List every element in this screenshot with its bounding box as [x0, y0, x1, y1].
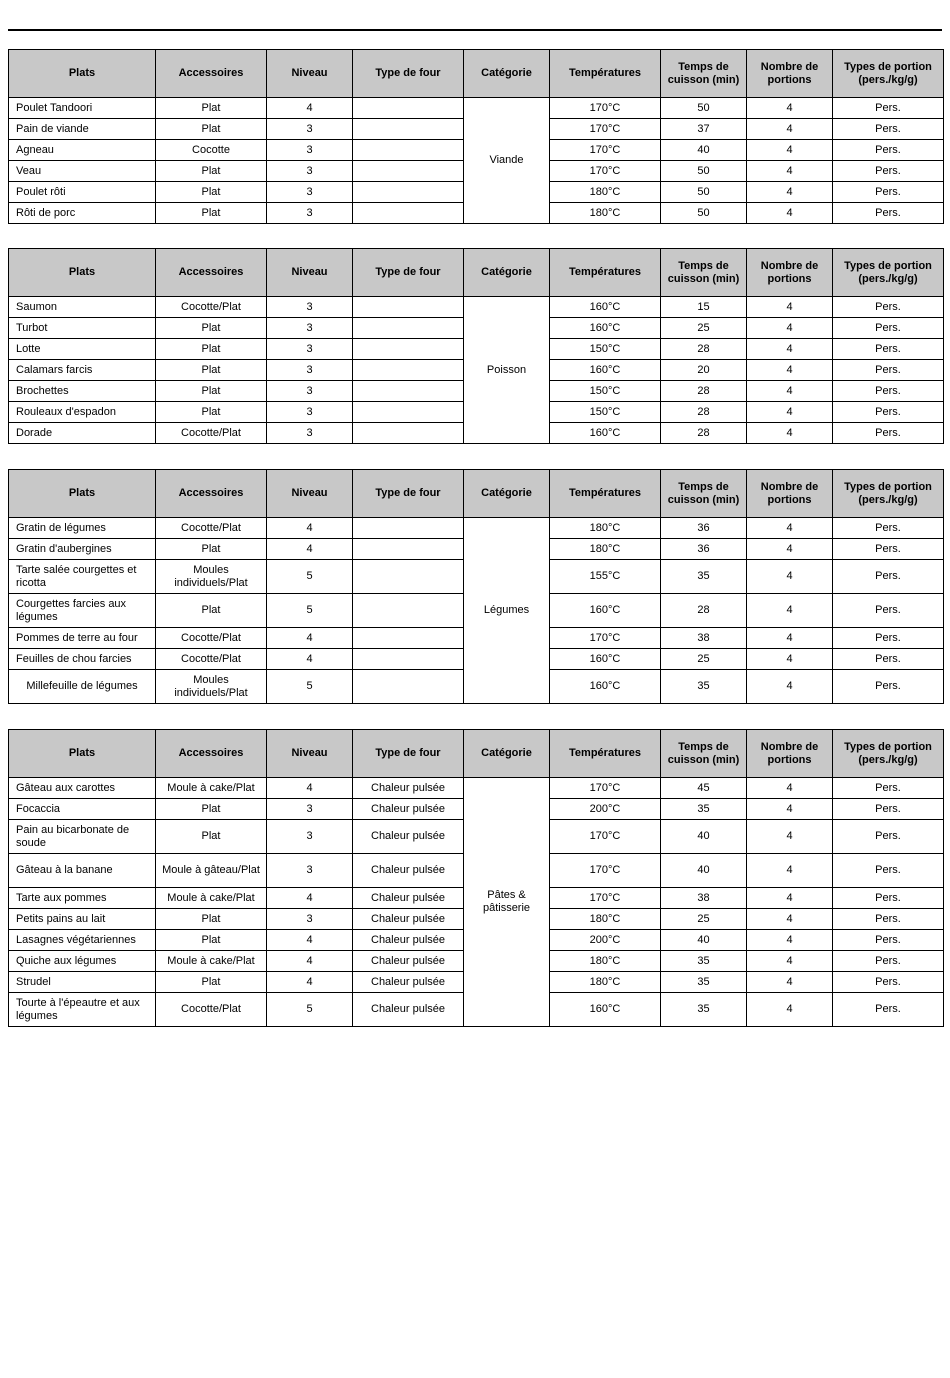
dish-name: Tarte aux pommes [9, 888, 156, 909]
cooking-time-cell: 50 [661, 182, 747, 203]
oven-type-cell: Chaleur pulsée [353, 909, 464, 930]
table-row [9, 98, 944, 119]
accessories-cell: Plat [156, 119, 267, 140]
cooking-time-cell: 40 [661, 854, 747, 888]
portions-cell: 4 [747, 799, 833, 820]
level-cell: 3 [267, 381, 353, 402]
oven-type-cell: Chaleur pulsée [353, 820, 464, 854]
cooking-time-cell: 35 [661, 670, 747, 704]
portions-cell: 4 [747, 203, 833, 224]
temperature-cell: 150°C [550, 381, 661, 402]
portions-cell: 4 [747, 182, 833, 203]
dish-name: Gratin d'aubergines [9, 539, 156, 560]
cooking-time-cell: 35 [661, 560, 747, 594]
cooking-time-cell: 28 [661, 594, 747, 628]
dish-name: Tarte salée courgettes et ricotta [9, 560, 156, 594]
cooking-time-cell: 28 [661, 402, 747, 423]
level-cell: 4 [267, 539, 353, 560]
accessories-cell: Moules individuels/Plat [156, 560, 267, 594]
temperature-cell: 170°C [550, 854, 661, 888]
header-plats: Plats [9, 470, 156, 518]
cooking-time-cell: 28 [661, 339, 747, 360]
dish-name: Courgettes farcies aux légumes [9, 594, 156, 628]
header-temps-cuisson: Temps de cuisson (min) [661, 249, 747, 297]
temperature-cell: 170°C [550, 161, 661, 182]
oven-type-cell [353, 140, 464, 161]
cooking-time-cell: 35 [661, 799, 747, 820]
dish-name: Strudel [9, 972, 156, 993]
dish-name: Turbot [9, 318, 156, 339]
header-nombre-portions: Nombre de portions [747, 470, 833, 518]
cooking-time-cell: 50 [661, 161, 747, 182]
cooking-time-cell: 45 [661, 778, 747, 799]
level-cell: 4 [267, 888, 353, 909]
oven-type-cell: Chaleur pulsée [353, 778, 464, 799]
portions-cell: 4 [747, 594, 833, 628]
dish-name: Rôti de porc [9, 203, 156, 224]
portions-cell: 4 [747, 297, 833, 318]
portion-type-cell: Pers. [833, 318, 944, 339]
level-cell: 5 [267, 560, 353, 594]
accessories-cell: Plat [156, 539, 267, 560]
accessories-cell: Cocotte/Plat [156, 993, 267, 1027]
header-niveau: Niveau [267, 730, 353, 778]
portion-type-cell: Pers. [833, 381, 944, 402]
level-cell: 4 [267, 649, 353, 670]
portions-cell: 4 [747, 140, 833, 161]
dish-name: Lasagnes végétariennes [9, 930, 156, 951]
portion-type-cell: Pers. [833, 423, 944, 444]
accessories-cell: Cocotte/Plat [156, 297, 267, 318]
accessories-cell: Plat [156, 318, 267, 339]
portions-cell: 4 [747, 518, 833, 539]
temperature-cell: 180°C [550, 972, 661, 993]
header-plats: Plats [9, 730, 156, 778]
header-accessoires: Accessoires [156, 470, 267, 518]
level-cell: 3 [267, 318, 353, 339]
accessories-cell: Plat [156, 930, 267, 951]
dish-name: Quiche aux légumes [9, 951, 156, 972]
portion-type-cell: Pers. [833, 930, 944, 951]
cooking-time-cell: 40 [661, 930, 747, 951]
oven-type-cell: Chaleur pulsée [353, 854, 464, 888]
cooking-time-cell: 38 [661, 628, 747, 649]
temperature-cell: 180°C [550, 518, 661, 539]
portion-type-cell: Pers. [833, 670, 944, 704]
portion-type-cell: Pers. [833, 98, 944, 119]
header-temperatures: Températures [550, 470, 661, 518]
level-cell: 4 [267, 778, 353, 799]
header-categorie: Catégorie [464, 730, 550, 778]
portion-type-cell: Pers. [833, 888, 944, 909]
portions-cell: 4 [747, 930, 833, 951]
portion-type-cell: Pers. [833, 297, 944, 318]
portions-cell: 4 [747, 820, 833, 854]
level-cell: 5 [267, 594, 353, 628]
temperature-cell: 160°C [550, 297, 661, 318]
portions-cell: 4 [747, 402, 833, 423]
oven-type-cell [353, 381, 464, 402]
temperature-cell: 160°C [550, 360, 661, 381]
temperature-cell: 200°C [550, 799, 661, 820]
header-temperatures: Températures [550, 50, 661, 98]
dish-name: Pain de viande [9, 119, 156, 140]
temperature-cell: 160°C [550, 993, 661, 1027]
cooking-time-cell: 50 [661, 203, 747, 224]
dish-name: Dorade [9, 423, 156, 444]
dish-name: Veau [9, 161, 156, 182]
oven-type-cell: Chaleur pulsée [353, 951, 464, 972]
level-cell: 3 [267, 402, 353, 423]
level-cell: 3 [267, 423, 353, 444]
header-temps-cuisson: Temps de cuisson (min) [661, 470, 747, 518]
level-cell: 3 [267, 799, 353, 820]
accessories-cell: Plat [156, 339, 267, 360]
level-cell: 4 [267, 972, 353, 993]
cooking-time-cell: 40 [661, 820, 747, 854]
header-temperatures: Températures [550, 730, 661, 778]
cooking-time-cell: 28 [661, 423, 747, 444]
table-row [9, 778, 944, 799]
dish-name: Feuilles de chou farcies [9, 649, 156, 670]
header-types-portion: Types de portion (pers./kg/g) [833, 249, 944, 297]
portions-cell: 4 [747, 670, 833, 704]
cooking-time-cell: 35 [661, 951, 747, 972]
accessories-cell: Moule à cake/Plat [156, 778, 267, 799]
dish-name: Brochettes [9, 381, 156, 402]
level-cell: 4 [267, 98, 353, 119]
portion-type-cell: Pers. [833, 203, 944, 224]
portion-type-cell: Pers. [833, 402, 944, 423]
level-cell: 3 [267, 297, 353, 318]
portions-cell: 4 [747, 993, 833, 1027]
portion-type-cell: Pers. [833, 182, 944, 203]
oven-type-cell [353, 560, 464, 594]
oven-type-cell [353, 649, 464, 670]
portion-type-cell: Pers. [833, 339, 944, 360]
cooking-time-cell: 25 [661, 909, 747, 930]
oven-type-cell [353, 594, 464, 628]
accessories-cell: Plat [156, 98, 267, 119]
oven-type-cell [353, 182, 464, 203]
oven-type-cell [353, 539, 464, 560]
portions-cell: 4 [747, 909, 833, 930]
temperature-cell: 180°C [550, 203, 661, 224]
dish-name: Poulet rôti [9, 182, 156, 203]
dish-name: Focaccia [9, 799, 156, 820]
oven-type-cell: Chaleur pulsée [353, 993, 464, 1027]
portions-cell: 4 [747, 560, 833, 594]
level-cell: 3 [267, 820, 353, 854]
table-row [9, 518, 944, 539]
temperature-cell: 170°C [550, 119, 661, 140]
level-cell: 4 [267, 930, 353, 951]
oven-type-cell [353, 518, 464, 539]
level-cell: 5 [267, 670, 353, 704]
oven-type-cell [353, 360, 464, 381]
header-niveau: Niveau [267, 249, 353, 297]
portions-cell: 4 [747, 972, 833, 993]
header-categorie: Catégorie [464, 50, 550, 98]
dish-name: Agneau [9, 140, 156, 161]
accessories-cell: Cocotte/Plat [156, 423, 267, 444]
header-temps-cuisson: Temps de cuisson (min) [661, 50, 747, 98]
header-type-four: Type de four [353, 249, 464, 297]
cooking-time-cell: 20 [661, 360, 747, 381]
header-types-portion: Types de portion (pers./kg/g) [833, 730, 944, 778]
level-cell: 3 [267, 119, 353, 140]
accessories-cell: Moule à cake/Plat [156, 951, 267, 972]
portions-cell: 4 [747, 628, 833, 649]
header-temps-cuisson: Temps de cuisson (min) [661, 730, 747, 778]
level-cell: 3 [267, 161, 353, 182]
oven-type-cell [353, 203, 464, 224]
portion-type-cell: Pers. [833, 778, 944, 799]
header-accessoires: Accessoires [156, 249, 267, 297]
header-accessoires: Accessoires [156, 730, 267, 778]
header-nombre-portions: Nombre de portions [747, 249, 833, 297]
accessories-cell: Plat [156, 972, 267, 993]
oven-type-cell: Chaleur pulsée [353, 972, 464, 993]
cooking-time-cell: 36 [661, 539, 747, 560]
level-cell: 3 [267, 360, 353, 381]
level-cell: 4 [267, 951, 353, 972]
temperature-cell: 170°C [550, 778, 661, 799]
temperature-cell: 160°C [550, 423, 661, 444]
accessories-cell: Plat [156, 594, 267, 628]
header-categorie: Catégorie [464, 249, 550, 297]
portions-cell: 4 [747, 339, 833, 360]
category-cell: Poisson [464, 297, 550, 444]
portion-type-cell: Pers. [833, 560, 944, 594]
portions-cell: 4 [747, 381, 833, 402]
portion-type-cell: Pers. [833, 820, 944, 854]
temperature-cell: 160°C [550, 649, 661, 670]
temperature-cell: 150°C [550, 402, 661, 423]
portion-type-cell: Pers. [833, 360, 944, 381]
accessories-cell: Moule à cake/Plat [156, 888, 267, 909]
accessories-cell: Plat [156, 182, 267, 203]
oven-type-cell: Chaleur pulsée [353, 888, 464, 909]
dish-name: Lotte [9, 339, 156, 360]
recipe-table-viande [8, 49, 944, 224]
dish-name: Calamars farcis [9, 360, 156, 381]
portion-type-cell: Pers. [833, 649, 944, 670]
cooking-time-cell: 40 [661, 140, 747, 161]
level-cell: 5 [267, 993, 353, 1027]
cooking-time-cell: 36 [661, 518, 747, 539]
dish-name: Millefeuille de légumes [9, 670, 156, 704]
oven-type-cell [353, 119, 464, 140]
cooking-time-cell: 25 [661, 649, 747, 670]
oven-type-cell [353, 98, 464, 119]
temperature-cell: 170°C [550, 98, 661, 119]
accessories-cell: Plat [156, 203, 267, 224]
header-row [9, 470, 944, 518]
accessories-cell: Cocotte/Plat [156, 649, 267, 670]
oven-type-cell: Chaleur pulsée [353, 799, 464, 820]
cooking-time-cell: 37 [661, 119, 747, 140]
header-types-portion: Types de portion (pers./kg/g) [833, 470, 944, 518]
header-type-four: Type de four [353, 470, 464, 518]
oven-type-cell [353, 339, 464, 360]
accessories-cell: Plat [156, 402, 267, 423]
dish-name: Tourte à l'épeautre et aux légumes [9, 993, 156, 1027]
portion-type-cell: Pers. [833, 628, 944, 649]
oven-type-cell [353, 297, 464, 318]
temperature-cell: 200°C [550, 930, 661, 951]
accessories-cell: Plat [156, 909, 267, 930]
portion-type-cell: Pers. [833, 799, 944, 820]
temperature-cell: 170°C [550, 888, 661, 909]
cooking-time-cell: 35 [661, 993, 747, 1027]
oven-type-cell [353, 402, 464, 423]
temperature-cell: 160°C [550, 670, 661, 704]
table-row [9, 297, 944, 318]
oven-type-cell [353, 670, 464, 704]
portions-cell: 4 [747, 98, 833, 119]
accessories-cell: Cocotte [156, 140, 267, 161]
temperature-cell: 180°C [550, 539, 661, 560]
header-row [9, 50, 944, 98]
portion-type-cell: Pers. [833, 972, 944, 993]
level-cell: 4 [267, 628, 353, 649]
header-plats: Plats [9, 50, 156, 98]
portion-type-cell: Pers. [833, 539, 944, 560]
temperature-cell: 180°C [550, 951, 661, 972]
header-types-portion: Types de portion (pers./kg/g) [833, 50, 944, 98]
temperature-cell: 170°C [550, 628, 661, 649]
dish-name: Rouleaux d'espadon [9, 402, 156, 423]
header-accessoires: Accessoires [156, 50, 267, 98]
dish-name: Gâteau aux carottes [9, 778, 156, 799]
level-cell: 3 [267, 854, 353, 888]
portions-cell: 4 [747, 951, 833, 972]
header-nombre-portions: Nombre de portions [747, 50, 833, 98]
accessories-cell: Plat [156, 161, 267, 182]
top-rule [8, 29, 942, 31]
temperature-cell: 180°C [550, 182, 661, 203]
dish-name: Gratin de légumes [9, 518, 156, 539]
header-plats: Plats [9, 249, 156, 297]
portions-cell: 4 [747, 778, 833, 799]
recipe-table-legumes [8, 469, 944, 704]
dish-name: Pommes de terre au four [9, 628, 156, 649]
recipe-table-patisserie [8, 729, 944, 1027]
temperature-cell: 155°C [550, 560, 661, 594]
portions-cell: 4 [747, 539, 833, 560]
header-type-four: Type de four [353, 730, 464, 778]
category-cell: Viande [464, 98, 550, 224]
portion-type-cell: Pers. [833, 909, 944, 930]
portions-cell: 4 [747, 649, 833, 670]
temperature-cell: 160°C [550, 594, 661, 628]
level-cell: 3 [267, 203, 353, 224]
header-row [9, 249, 944, 297]
accessories-cell: Cocotte/Plat [156, 518, 267, 539]
temperature-cell: 170°C [550, 140, 661, 161]
cooking-time-cell: 50 [661, 98, 747, 119]
dish-name: Poulet Tandoori [9, 98, 156, 119]
dish-name: Gâteau à la banane [9, 854, 156, 888]
portions-cell: 4 [747, 854, 833, 888]
portion-type-cell: Pers. [833, 951, 944, 972]
temperature-cell: 180°C [550, 909, 661, 930]
level-cell: 3 [267, 182, 353, 203]
cooking-time-cell: 15 [661, 297, 747, 318]
temperature-cell: 170°C [550, 820, 661, 854]
portion-type-cell: Pers. [833, 119, 944, 140]
cooking-time-cell: 28 [661, 381, 747, 402]
dish-name: Saumon [9, 297, 156, 318]
portions-cell: 4 [747, 360, 833, 381]
level-cell: 3 [267, 140, 353, 161]
portions-cell: 4 [747, 888, 833, 909]
category-cell: Légumes [464, 518, 550, 704]
oven-type-cell: Chaleur pulsée [353, 930, 464, 951]
accessories-cell: Moules individuels/Plat [156, 670, 267, 704]
header-niveau: Niveau [267, 50, 353, 98]
header-categorie: Catégorie [464, 470, 550, 518]
cooking-time-cell: 25 [661, 318, 747, 339]
cooking-time-cell: 38 [661, 888, 747, 909]
accessories-cell: Plat [156, 360, 267, 381]
dish-name: Petits pains au lait [9, 909, 156, 930]
accessories-cell: Moule à gâteau/Plat [156, 854, 267, 888]
level-cell: 3 [267, 339, 353, 360]
header-temperatures: Températures [550, 249, 661, 297]
header-nombre-portions: Nombre de portions [747, 730, 833, 778]
oven-type-cell [353, 161, 464, 182]
oven-type-cell [353, 423, 464, 444]
accessories-cell: Plat [156, 820, 267, 854]
portion-type-cell: Pers. [833, 854, 944, 888]
header-row [9, 730, 944, 778]
temperature-cell: 160°C [550, 318, 661, 339]
portions-cell: 4 [747, 318, 833, 339]
category-cell: Pâtes & pâtisserie [464, 778, 550, 1027]
dish-name: Pain au bicarbonate de soude [9, 820, 156, 854]
portion-type-cell: Pers. [833, 993, 944, 1027]
oven-type-cell [353, 628, 464, 649]
cooking-time-cell: 35 [661, 972, 747, 993]
portions-cell: 4 [747, 119, 833, 140]
level-cell: 4 [267, 518, 353, 539]
recipe-table-poisson [8, 248, 944, 444]
accessories-cell: Plat [156, 381, 267, 402]
temperature-cell: 150°C [550, 339, 661, 360]
portion-type-cell: Pers. [833, 518, 944, 539]
portions-cell: 4 [747, 423, 833, 444]
portion-type-cell: Pers. [833, 161, 944, 182]
level-cell: 3 [267, 909, 353, 930]
accessories-cell: Cocotte/Plat [156, 628, 267, 649]
header-niveau: Niveau [267, 470, 353, 518]
oven-type-cell [353, 318, 464, 339]
portions-cell: 4 [747, 161, 833, 182]
portion-type-cell: Pers. [833, 594, 944, 628]
accessories-cell: Plat [156, 799, 267, 820]
portion-type-cell: Pers. [833, 140, 944, 161]
header-type-four: Type de four [353, 50, 464, 98]
